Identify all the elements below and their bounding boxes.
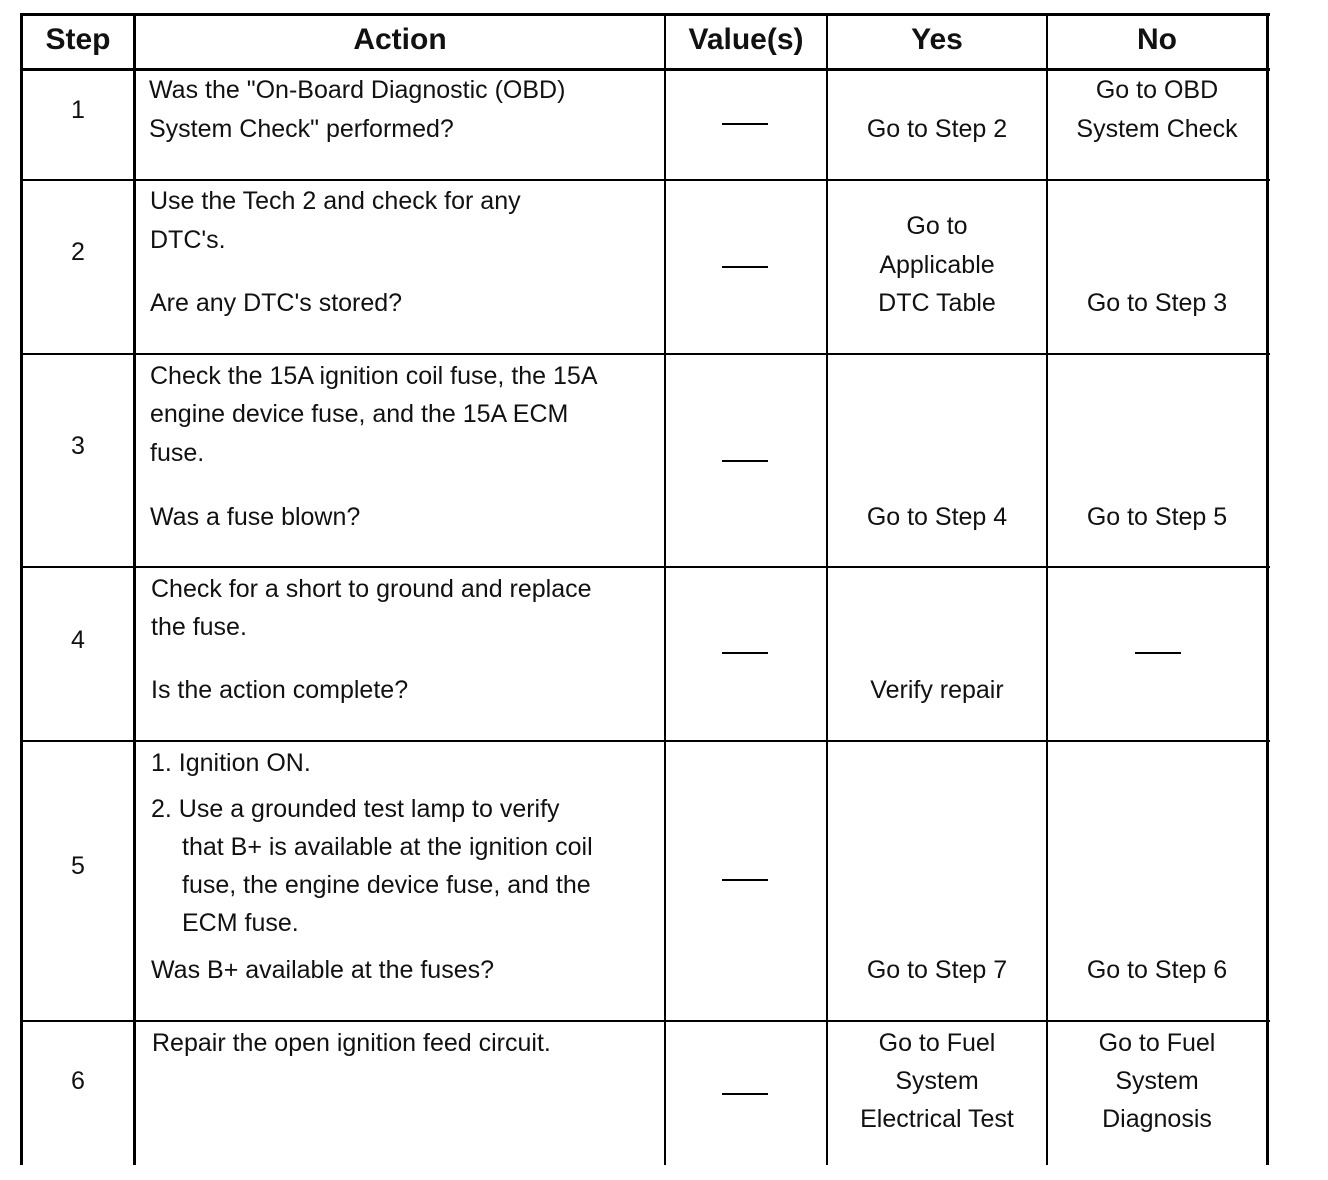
step-number: 5 — [71, 852, 85, 880]
action-text: Was the "On-Board Diagnostic (OBD) — [149, 76, 566, 104]
column-divider — [20, 13, 23, 1165]
yes-action: Go to — [906, 212, 968, 240]
no-action: Go to Step 6 — [1086, 956, 1228, 984]
no-action: System Check — [1076, 115, 1238, 143]
step-number: 3 — [71, 432, 85, 460]
yes-action: Applicable — [879, 251, 995, 279]
action-text: DTC's. — [150, 226, 226, 254]
row-divider — [20, 179, 1270, 181]
value-dash — [722, 652, 768, 654]
action-text: the fuse. — [151, 613, 247, 641]
no-action: Go to OBD — [1095, 76, 1219, 104]
action-question: Was a fuse blown? — [150, 503, 361, 531]
action-text: Check for a short to ground and replace — [151, 575, 592, 603]
row-divider — [20, 566, 1270, 568]
yes-action: Verify repair — [870, 676, 1004, 704]
action-text: ECM fuse. — [182, 909, 299, 937]
header-no: No — [1137, 23, 1177, 56]
no-action: Go to Step 3 — [1086, 289, 1228, 317]
action-question: Are any DTC's stored? — [150, 289, 403, 317]
yes-action: Go to Step 4 — [866, 503, 1008, 531]
action-text: Use the Tech 2 and check for any — [150, 187, 521, 215]
yes-action: Go to Step 7 — [866, 956, 1008, 984]
action-text: that B+ is available at the ignition coil — [182, 833, 593, 861]
table-border-right — [1266, 13, 1269, 1165]
action-text: Check the 15A ignition coil fuse, the 15A — [150, 362, 598, 390]
value-dash — [722, 1093, 768, 1095]
value-dash — [722, 123, 768, 125]
value-dash — [722, 460, 768, 462]
yes-action: Go to Step 2 — [866, 115, 1008, 143]
header-step: Step — [45, 23, 111, 56]
action-text: Repair the open ignition feed circuit. — [152, 1029, 551, 1057]
action-text: fuse, the engine device fuse, and the — [182, 871, 591, 899]
action-question: Was B+ available at the fuses? — [151, 956, 495, 984]
action-text: System Check" performed? — [149, 115, 454, 143]
action-text: 2. Use a grounded test lamp to verify — [151, 795, 560, 823]
step-number: 6 — [71, 1067, 85, 1095]
step-number: 4 — [71, 626, 85, 654]
step-number: 1 — [71, 96, 85, 124]
header-values: Value(s) — [688, 23, 804, 56]
yes-action: Go to Fuel — [878, 1029, 996, 1057]
no-action: System — [1115, 1067, 1199, 1095]
column-divider — [133, 13, 136, 1165]
row-divider — [20, 1020, 1270, 1022]
value-dash — [722, 879, 768, 881]
step-number: 2 — [71, 238, 85, 266]
column-divider — [826, 13, 828, 1165]
no-dash — [1135, 652, 1181, 654]
row-divider — [20, 353, 1270, 355]
no-action: Go to Fuel — [1098, 1029, 1216, 1057]
action-text: engine device fuse, and the 15A ECM — [150, 400, 569, 428]
value-dash — [722, 266, 768, 268]
action-text: fuse. — [150, 439, 205, 467]
yes-action: DTC Table — [878, 289, 996, 317]
no-action: Diagnosis — [1102, 1105, 1212, 1133]
yes-action: Electrical Test — [860, 1105, 1014, 1133]
yes-action: System — [895, 1067, 979, 1095]
column-divider — [664, 13, 666, 1165]
header-action: Action — [353, 23, 447, 56]
no-action: Go to Step 5 — [1086, 503, 1228, 531]
action-question: Is the action complete? — [151, 676, 409, 704]
column-divider — [1046, 13, 1048, 1165]
row-divider — [20, 740, 1270, 742]
action-text: 1. Ignition ON. — [151, 749, 311, 777]
header-yes: Yes — [911, 23, 963, 56]
table-border-top — [20, 13, 1270, 16]
